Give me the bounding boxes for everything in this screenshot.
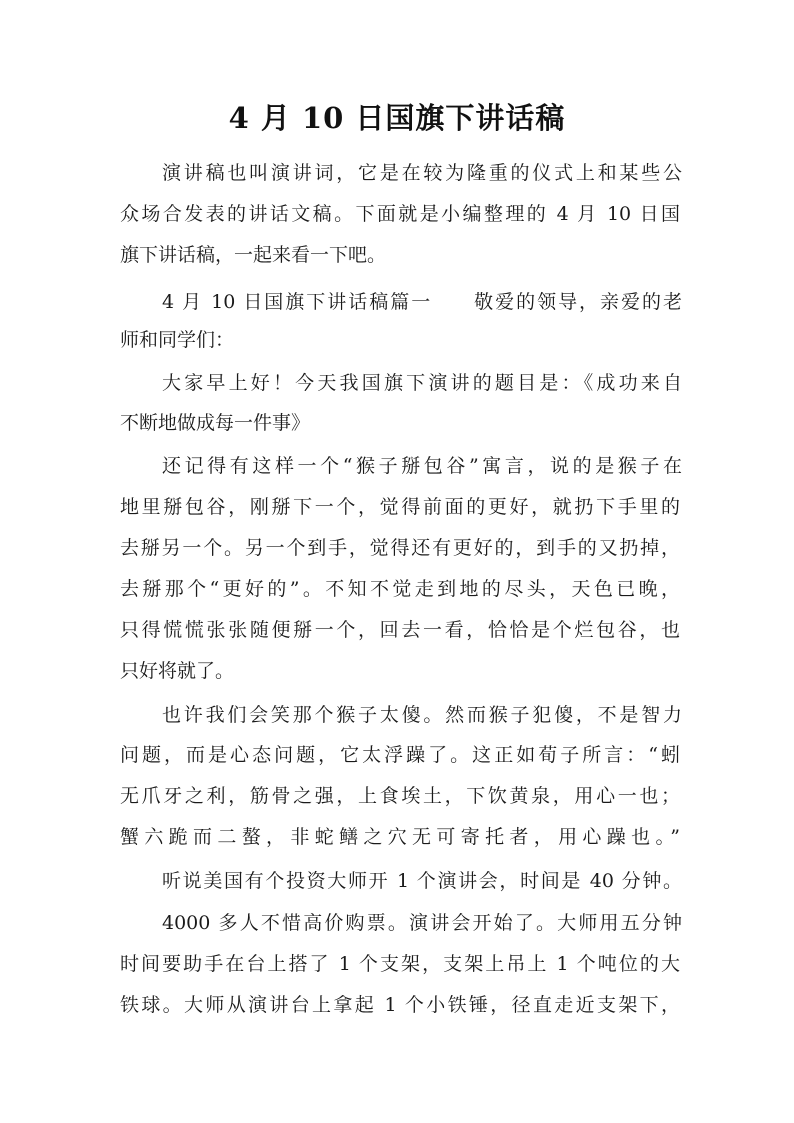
text-line: 地里掰包谷，刚掰下一个，觉得前面的更好，就扔下手里的	[120, 496, 680, 518]
text-line: 4000 多人不惜高价购票。演讲会开始了。大师用五分钟	[162, 912, 682, 934]
text-line: 大家早上好！今天我国旗下演讲的题目是：《成功来自	[162, 372, 682, 394]
text-line: 旗下讲话稿，一起来看一下吧。	[120, 244, 387, 266]
text-line: 只好将就了。	[120, 660, 235, 682]
text-line: 无爪牙之利，筋骨之强，上食埃土，下饮黄泉，用心一也；	[120, 785, 680, 807]
text-line: 只得慌慌张张随便掰一个，回去一看，恰恰是个烂包谷，也	[120, 619, 680, 641]
document-title: 4 月 10 日国旗下讲话稿	[228, 101, 566, 135]
text-line: 演讲稿也叫演讲词，它是在较为隆重的仪式上和某些公	[162, 162, 682, 184]
text-line: 也许我们会笑那个猴子太傻。然而猴子犯傻，不是智力	[162, 704, 682, 726]
text-line: 不断地做成每一件事》	[120, 412, 311, 434]
text-line: 众场合发表的讲话文稿。下面就是小编整理的 4 月 10 日国	[120, 203, 680, 225]
text-line: 4 月 10 日国旗下讲话稿篇一 敬爱的领导，亲爱的老	[162, 291, 682, 313]
text-line: 还记得有这样一个“猴子掰包谷”寓言，说的是猴子在	[162, 455, 682, 477]
text-line: 蟹六跪而二螯，非蛇鳝之穴无可寄托者，用心躁也。”	[120, 826, 680, 848]
text-line: 铁球。大师从演讲台上拿起 1 个小铁锤，径直走近支架下，	[120, 994, 680, 1016]
text-line: 师和同学们：	[120, 329, 235, 351]
text-line: 听说美国有个投资大师开 1 个演讲会，时间是 40 分钟。	[162, 870, 682, 892]
text-line: 时间要助手在台上搭了 1 个支架，支架上吊上 1 个吨位的大	[120, 953, 680, 975]
text-line: 去掰那个“更好的”。不知不觉走到地的尽头，天色已晚，	[120, 578, 680, 600]
text-line: 问题，而是心态问题，它太浮躁了。这正如荀子所言：“蚓	[120, 744, 680, 766]
text-line: 去掰另一个。另一个到手，觉得还有更好的，到手的又扔掉，	[120, 537, 680, 559]
